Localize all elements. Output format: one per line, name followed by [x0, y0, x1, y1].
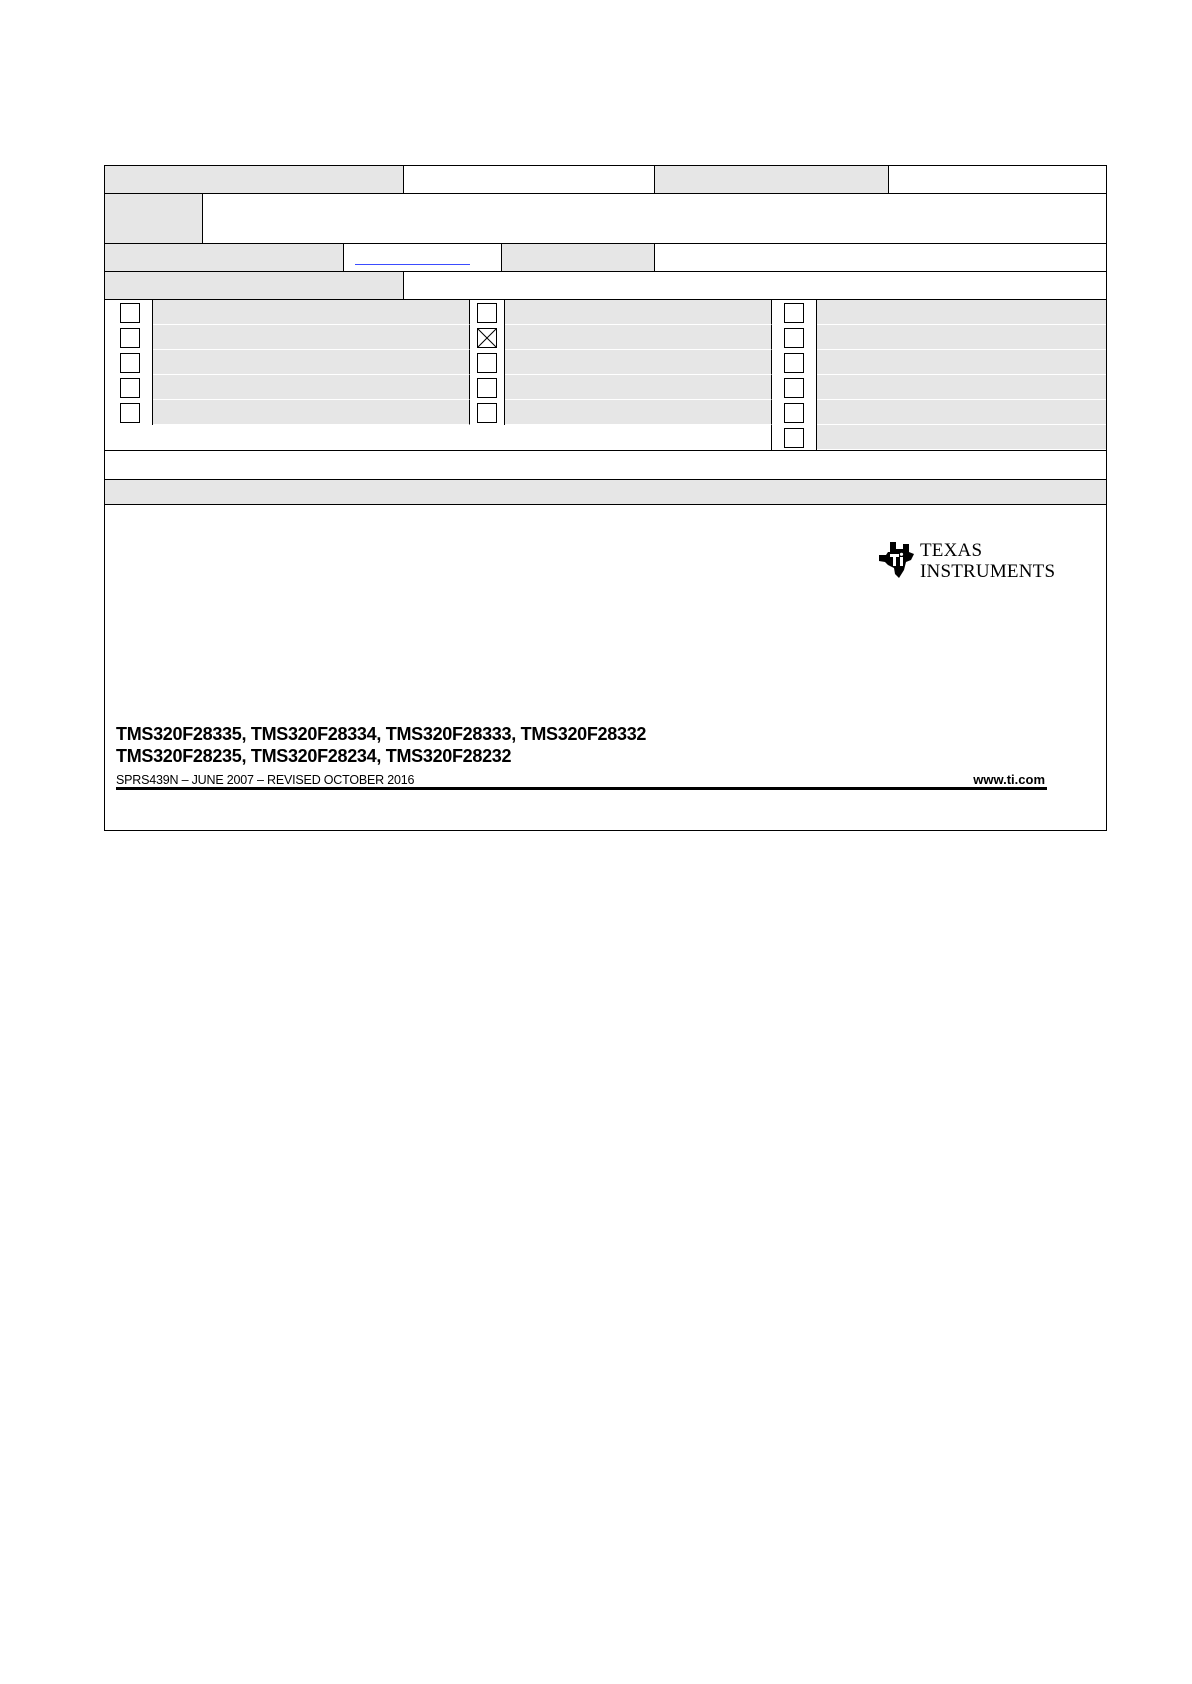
document-title	[116, 723, 646, 767]
checkbox-label	[817, 325, 1106, 350]
checkbox-row	[108, 400, 1106, 425]
checkbox-cell	[470, 325, 505, 350]
checkbox[interactable]	[784, 328, 804, 348]
form-row-description	[105, 194, 1106, 244]
checkbox-label	[505, 300, 772, 325]
form-value-field[interactable]	[105, 451, 1106, 479]
checkbox-label	[505, 325, 772, 350]
checkbox-cell	[772, 325, 817, 350]
checkbox-label	[153, 300, 470, 325]
header-rule	[116, 787, 1047, 790]
checkbox-label	[505, 400, 772, 425]
form-value-field[interactable]	[889, 166, 1106, 193]
ti-logo-wordmark	[920, 540, 1055, 582]
ti-logo	[876, 540, 1056, 584]
checkbox[interactable]	[120, 403, 140, 423]
checkbox-cross-mark	[478, 329, 496, 347]
checkbox-cell	[772, 400, 817, 425]
checkbox-cell	[470, 350, 505, 375]
ti-state-logo-icon	[876, 540, 916, 580]
checkbox-row-blank	[108, 425, 772, 450]
checkbox-label	[505, 375, 772, 400]
checkbox[interactable]	[784, 428, 804, 448]
checkbox[interactable]	[120, 303, 140, 323]
checkbox-row	[108, 300, 1106, 325]
checkbox-label	[153, 325, 470, 350]
checkbox[interactable]	[784, 378, 804, 398]
checkbox-label	[817, 400, 1106, 425]
form-value-field[interactable]	[655, 244, 1106, 271]
checkbox-row	[108, 425, 1106, 450]
checkbox[interactable]	[784, 303, 804, 323]
checkbox-row	[108, 375, 1106, 400]
form-link-cell[interactable]	[344, 244, 502, 271]
form-description-field[interactable]	[203, 194, 1106, 243]
checkbox-cell	[108, 325, 153, 350]
checkbox-cell	[108, 300, 153, 325]
checkbox-cell	[108, 400, 153, 425]
form-label-cell	[655, 166, 889, 193]
checkbox-label	[153, 375, 470, 400]
form-row-section-header	[105, 480, 1106, 505]
checkbox-cell	[772, 300, 817, 325]
checkbox-label	[817, 300, 1106, 325]
checkbox[interactable]	[120, 353, 140, 373]
form-label-cell	[105, 272, 404, 299]
checkbox-cell	[772, 425, 817, 450]
checkbox[interactable]	[477, 403, 497, 423]
checkbox-label	[817, 375, 1106, 400]
form-label-cell	[502, 244, 655, 271]
checkbox-cell	[108, 350, 153, 375]
form-value-field[interactable]	[404, 272, 1106, 299]
checkbox-label	[153, 400, 470, 425]
document-reference: SPRS439N – JUNE 2007 – REVISED OCTOBER 2016	[116, 773, 415, 787]
form-label-cell	[105, 194, 203, 243]
checkbox[interactable]	[120, 378, 140, 398]
checkbox-cell	[470, 400, 505, 425]
form-row-header	[105, 166, 1106, 194]
form-row-link	[105, 244, 1106, 272]
checkbox-cell	[470, 300, 505, 325]
document-title-line-2: TMS320F28235, TMS320F28234, TMS320F28232	[116, 746, 512, 766]
form-row-blank	[105, 450, 1106, 480]
checkbox-label	[817, 350, 1106, 375]
checkbox-label	[505, 350, 772, 375]
document-url[interactable]: www.ti.com	[973, 772, 1045, 787]
document-title-line-1: TMS320F28335, TMS320F28334, TMS320F28333, TMS320F28332	[116, 724, 647, 744]
form-label-cell	[105, 166, 404, 193]
checkbox-label	[153, 350, 470, 375]
checkbox-row	[108, 325, 1106, 350]
form-row-category	[105, 272, 1106, 300]
checkbox[interactable]	[784, 403, 804, 423]
form-label-cell	[105, 244, 344, 271]
logo-line-2: INSTRUMENTS	[920, 561, 1056, 582]
checkbox-cell	[470, 375, 505, 400]
checkbox[interactable]	[477, 378, 497, 398]
logo-line-1: TEXAS	[920, 540, 983, 561]
checkbox-cell	[108, 375, 153, 400]
checkbox[interactable]	[477, 328, 497, 348]
form-value-field[interactable]	[404, 166, 655, 193]
hyperlink-underline[interactable]	[355, 264, 470, 265]
checkbox[interactable]	[784, 353, 804, 373]
checkbox-label	[817, 425, 1106, 450]
checkbox-cell	[772, 350, 817, 375]
checkbox[interactable]	[120, 328, 140, 348]
checkbox-row	[108, 350, 1106, 375]
form-section-header	[105, 480, 1106, 504]
checkbox[interactable]	[477, 353, 497, 373]
checkbox[interactable]	[477, 303, 497, 323]
checkbox-cell	[772, 375, 817, 400]
